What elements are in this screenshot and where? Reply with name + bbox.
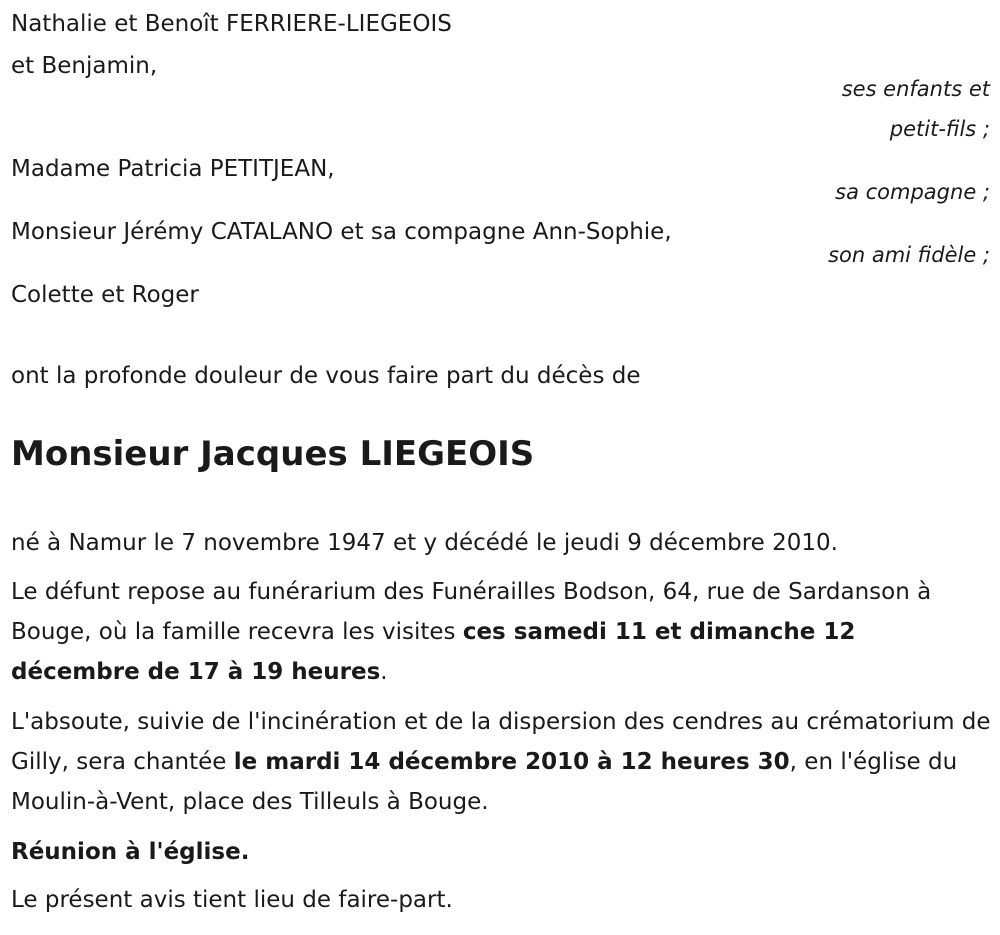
relation-children-a: ses enfants et [841,77,990,101]
announcement-text: ont la profonde douleur de vous faire part du décès de [11,363,641,389]
ceremony-paragraph [11,702,991,822]
visitation-dates: ces samedi 11 et dimanche 12 décembre de 17 à 19 heures [11,619,856,685]
notice-text: Le présent avis tient lieu de faire-part. [11,887,453,913]
deceased-name: Monsieur Jacques LIEGEOIS [11,434,535,474]
ceremony-text: L'absoute, suivie de l'incinération et de la dispersion des cendres au crématorium de Gilly, sera chantée [11,709,991,775]
relation-friend: son ami fidèle ; [828,243,990,267]
ceremony-end: , en l'église du Moulin-à-Vent, place des Tilleuls à Bouge. [11,749,958,815]
visitation-paragraph [11,572,991,692]
ceremony-date: le mardi 14 décembre 2010 à 12 heures 30 [233,749,790,775]
meeting-text: Réunion à l'église. [11,839,250,865]
visitation-end: . [380,659,388,685]
relation-companion: sa compagne ; [835,180,990,204]
family-line-friend: Monsieur Jérémy CATALANO et sa compagne Ann-Sophie, [11,219,672,245]
family-line-companion: Madame Patricia PETITJEAN, [11,156,335,182]
family-line-others: Colette et Roger [11,282,199,308]
family-line-grandson: et Benjamin, [11,53,158,79]
family-line-children: Nathalie et Benoît FERRIERE-LIEGEOIS [11,11,452,37]
relation-children-b: petit-fils ; [889,117,990,141]
visitation-text: Le défunt repose au funérarium des Funérailles Bodson, 64, rue de Sardanson à Bouge, où la famille recevra les visites [11,579,932,645]
birth-death-text: né à Namur le 7 novembre 1947 et y décédé le jeudi 9 décembre 2010. [11,530,838,556]
